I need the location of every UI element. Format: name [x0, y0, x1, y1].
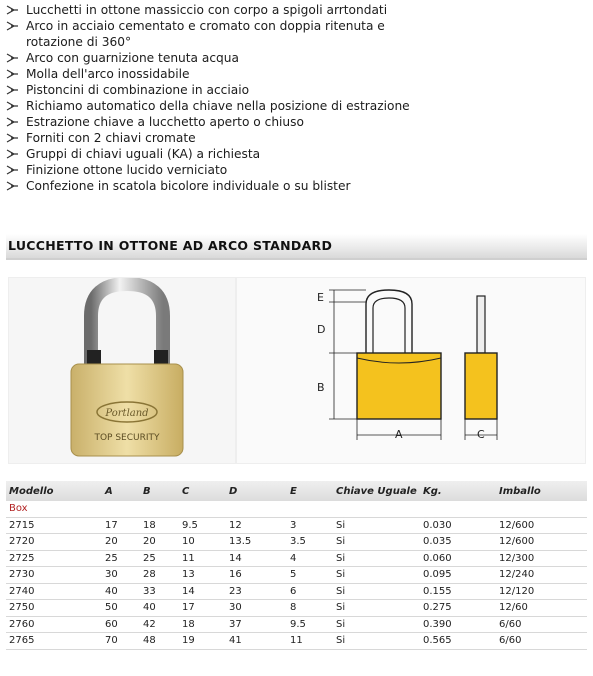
- table-row: [6, 567, 587, 584]
- table-cell: 48: [140, 633, 179, 650]
- table-cell: 2765: [6, 633, 102, 650]
- engraving-text: TOP SECURITY: [94, 433, 160, 443]
- table-cell: 40: [140, 600, 179, 617]
- table-cell: 4: [287, 550, 333, 567]
- group-label: Box: [6, 501, 587, 517]
- table-cell: 11: [287, 633, 333, 650]
- arrow-bullet-icon: [6, 133, 19, 143]
- table-cell: 2715: [6, 517, 102, 534]
- table-cell: Si: [333, 616, 420, 633]
- feature-item: Arco in acciaio cementato e cromato con doppia ritenuta e: [6, 18, 586, 34]
- col-header: Chiave Uguale: [333, 481, 420, 501]
- table-cell: 33: [140, 583, 179, 600]
- table-cell: 0.060: [420, 550, 496, 567]
- feature-item: Richiamo automatico della chiave nella posizione di estrazione: [6, 98, 586, 114]
- feature-item: Finizione ottone lucido verniciato: [6, 162, 586, 178]
- feature-item: Forniti con 2 chiavi cromate: [6, 130, 586, 146]
- brand-text: Portland: [105, 408, 149, 419]
- col-header: B: [140, 481, 179, 501]
- table-cell: Si: [333, 534, 420, 551]
- table-group-row: [6, 501, 587, 517]
- table-cell: 0.275: [420, 600, 496, 617]
- col-header: Modello: [6, 481, 102, 501]
- label-d: D: [317, 323, 326, 336]
- table-header-row: [6, 481, 587, 501]
- table-cell: 20: [140, 534, 179, 551]
- shackle-inner: [373, 298, 405, 353]
- table-cell: 0.095: [420, 567, 496, 584]
- table-cell: Si: [333, 567, 420, 584]
- shackle: [91, 284, 163, 366]
- feature-item: Pistoncini di combinazione in acciaio: [6, 82, 586, 98]
- table-cell: 12/600: [496, 534, 587, 551]
- arrow-bullet-icon: [6, 69, 19, 79]
- feature-item: Molla dell'arco inossidabile: [6, 66, 586, 82]
- feature-item: Arco con guarnizione tenuta acqua: [6, 50, 586, 66]
- table-cell: 25: [140, 550, 179, 567]
- table-row: [6, 534, 587, 551]
- table-row: [6, 550, 587, 567]
- table-cell: 9.5: [179, 517, 226, 534]
- table-cell: 13.5: [226, 534, 287, 551]
- table-cell: 12/600: [496, 517, 587, 534]
- section-title-bar: [6, 234, 587, 260]
- table-cell: 41: [226, 633, 287, 650]
- technical-drawing: [236, 277, 586, 464]
- col-header: D: [226, 481, 287, 501]
- col-header: Imballo: [496, 481, 587, 501]
- table-cell: 0.035: [420, 534, 496, 551]
- table-cell: 12/240: [496, 567, 587, 584]
- feature-list: [6, 2, 586, 194]
- table-cell: 25: [102, 550, 140, 567]
- table-row: [6, 633, 587, 650]
- table-cell: 6: [287, 583, 333, 600]
- table-row: [6, 583, 587, 600]
- table-cell: 40: [102, 583, 140, 600]
- arrow-bullet-icon: [6, 101, 19, 111]
- table-cell: 2725: [6, 550, 102, 567]
- table-cell: 37: [226, 616, 287, 633]
- table-cell: 0.030: [420, 517, 496, 534]
- table-cell: 11: [179, 550, 226, 567]
- table-cell: 12/300: [496, 550, 587, 567]
- table-cell: 12: [226, 517, 287, 534]
- feature-item: Gruppi di chiavi uguali (KA) a richiesta: [6, 146, 586, 162]
- table-cell: 23: [226, 583, 287, 600]
- arrow-bullet-icon: [6, 165, 19, 175]
- arrow-bullet-icon: [6, 85, 19, 95]
- table-cell: 16: [226, 567, 287, 584]
- table-row: [6, 517, 587, 534]
- table-cell: 19: [179, 633, 226, 650]
- feature-item: Estrazione chiave a lucchetto aperto o chiuso: [6, 114, 586, 130]
- table-cell: 17: [179, 600, 226, 617]
- padlock-illustration: [9, 278, 235, 463]
- table-cell: 2740: [6, 583, 102, 600]
- col-header: E: [287, 481, 333, 501]
- table-cell: 70: [102, 633, 140, 650]
- table-cell: 50: [102, 600, 140, 617]
- table-cell: 5: [287, 567, 333, 584]
- table-cell: 0.565: [420, 633, 496, 650]
- table-cell: 9.5: [287, 616, 333, 633]
- table-cell: 2730: [6, 567, 102, 584]
- table-cell: 42: [140, 616, 179, 633]
- feature-item: Confezione in scatola bicolore individuale o su blister: [6, 178, 586, 194]
- arrow-bullet-icon: [6, 117, 19, 127]
- table-cell: 2760: [6, 616, 102, 633]
- table-cell: Si: [333, 517, 420, 534]
- table-cell: Si: [333, 583, 420, 600]
- dimension-diagram: [237, 278, 585, 463]
- table-cell: 18: [140, 517, 179, 534]
- label-e: E: [317, 291, 324, 304]
- padlock-photo: [8, 277, 236, 464]
- arrow-bullet-icon: [6, 53, 19, 63]
- table-cell: 13: [179, 567, 226, 584]
- feature-item: Lucchetti in ottone massiccio con corpo a spigoli arrtondati: [6, 2, 586, 18]
- table-cell: 60: [102, 616, 140, 633]
- label-b: B: [317, 381, 325, 394]
- table-cell: 18: [179, 616, 226, 633]
- shackle-side: [477, 296, 485, 353]
- table-cell: 0.155: [420, 583, 496, 600]
- table-cell: 3: [287, 517, 333, 534]
- table-cell: 10: [179, 534, 226, 551]
- table-row: [6, 600, 587, 617]
- table-body: [6, 501, 587, 649]
- table-cell: 30: [102, 567, 140, 584]
- table-cell: 12/60: [496, 600, 587, 617]
- table-cell: 8: [287, 600, 333, 617]
- feature-item-continuation: rotazione di 360°: [26, 35, 132, 49]
- table-cell: 28: [140, 567, 179, 584]
- table-cell: 3.5: [287, 534, 333, 551]
- table-cell: 6/60: [496, 616, 587, 633]
- table-cell: Si: [333, 550, 420, 567]
- table-cell: 17: [102, 517, 140, 534]
- label-a: A: [395, 428, 403, 441]
- col-header: A: [102, 481, 140, 501]
- table-cell: 12/120: [496, 583, 587, 600]
- arrow-bullet-icon: [6, 21, 19, 31]
- table-cell: 6/60: [496, 633, 587, 650]
- col-header: C: [179, 481, 226, 501]
- label-c: C: [477, 428, 485, 441]
- col-header: Kg.: [420, 481, 496, 501]
- section-title: LUCCHETTO IN OTTONE AD ARCO STANDARD: [8, 238, 333, 253]
- table-cell: 14: [179, 583, 226, 600]
- table-cell: 30: [226, 600, 287, 617]
- table-cell: 14: [226, 550, 287, 567]
- table-cell: 2750: [6, 600, 102, 617]
- table-cell: 2720: [6, 534, 102, 551]
- arrow-bullet-icon: [6, 5, 19, 15]
- table-cell: Si: [333, 600, 420, 617]
- table-cell: 20: [102, 534, 140, 551]
- body-side: [465, 353, 497, 419]
- arrow-bullet-icon: [6, 149, 19, 159]
- arrow-bullet-icon: [6, 181, 19, 191]
- table-cell: Si: [333, 633, 420, 650]
- table-row: [6, 616, 587, 633]
- specs-table: [6, 481, 587, 650]
- table-cell: 0.390: [420, 616, 496, 633]
